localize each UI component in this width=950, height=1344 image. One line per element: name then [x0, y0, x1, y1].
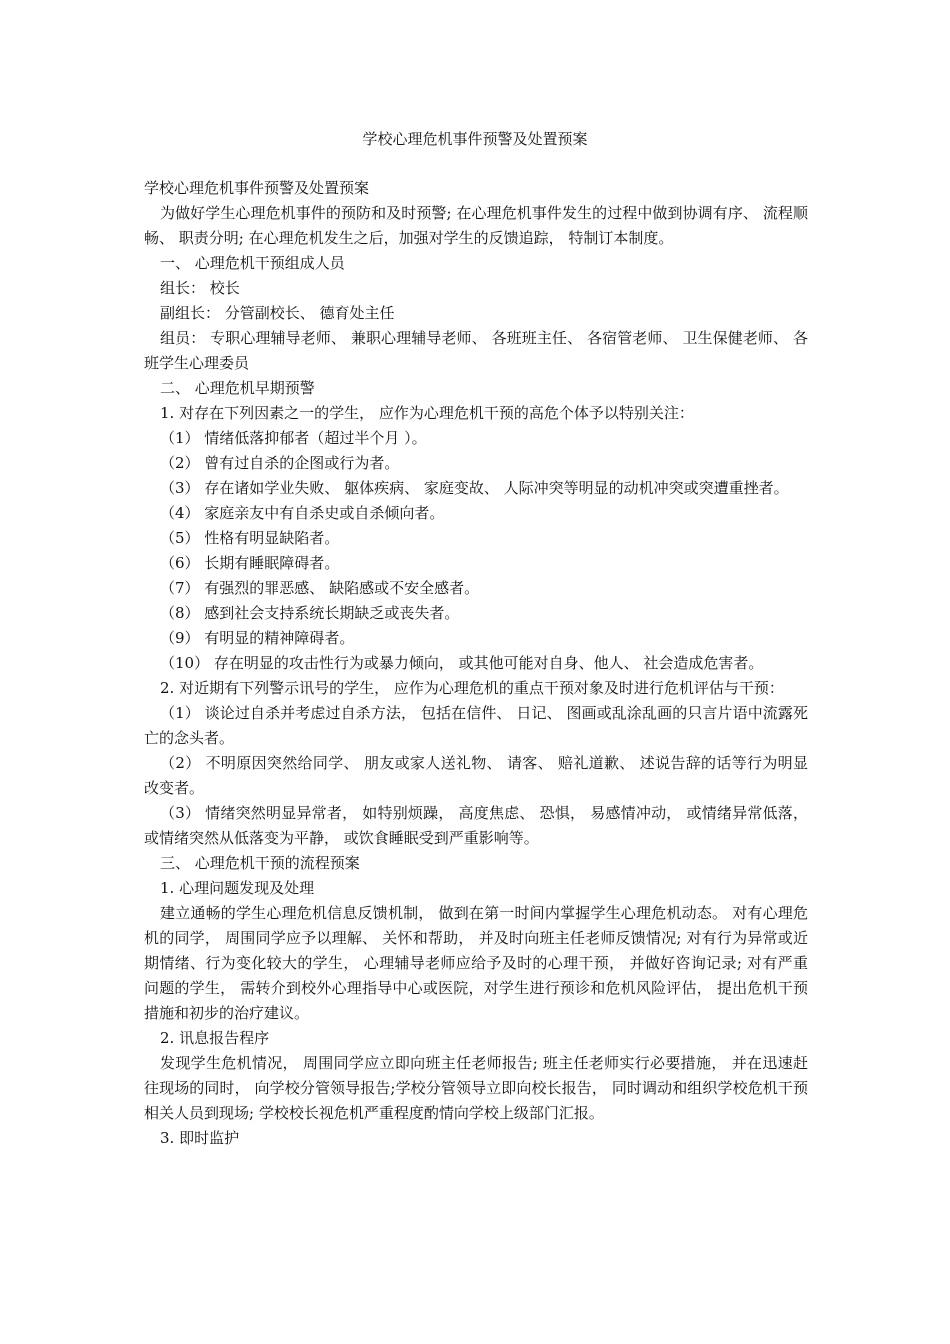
- paragraph: 学校心理危机事件预警及处置预案: [144, 179, 370, 197]
- paragraph: 发现学生危机情况， 周围同学应立即向班主任老师报告; 班主任老师实行必要措施， 并在迅速赶往现场的同时， 向学校分管领导报告;学校分管领导立即向校长报告， 同时调动和组织学校危机干预相关人员到现场; 学校校长视危机严重程度酌情向学校上级部门汇报。: [144, 1054, 808, 1122]
- list-item: （9） 有明显的精神障碍者。: [160, 629, 355, 647]
- subsection-heading: 2. 讯息报告程序: [160, 1029, 270, 1047]
- list-item: （3） 情绪突然明显异常者， 如特别烦躁， 高度焦虑、 恐惧， 易感情冲动， 或情绪异常低落， 或情绪突然从低落变为平静， 或饮食睡眠受到严重影响等。: [144, 804, 808, 847]
- list-item: （8） 感到社会支持系统长期缺乏或丧失者。: [160, 604, 460, 622]
- document-title: 学校心理危机事件预警及处置预案: [362, 130, 588, 148]
- list-item: （1） 谈论过自杀并考虑过自杀方法， 包括在信件、 日记、 图画或乱涂乱画的只言片语中流露死亡的念头者。: [144, 704, 808, 747]
- document-body: [144, 176, 808, 1151]
- section-heading: 二、 心理危机早期预警: [160, 379, 315, 397]
- subsection-heading: 3. 即时监护: [160, 1129, 240, 1147]
- list-item: （3） 存在诸如学业失败、 躯体疾病、 家庭变故、 人际冲突等明显的动机冲突或突遭重挫者。: [160, 479, 789, 497]
- paragraph: 1. 对存在下列因素之一的学生， 应作为心理危机干预的高危个体予以特别关注：: [160, 404, 694, 422]
- section-heading: 一、 心理危机干预组成人员: [160, 254, 345, 272]
- paragraph: 组长： 校长: [160, 279, 240, 297]
- list-item: （1） 情绪低落抑郁者（超过半个月 ）。: [160, 429, 427, 447]
- list-item: （5） 性格有明显缺陷者。: [160, 529, 340, 547]
- subsection-heading: 1. 心理问题发现及处理: [160, 879, 315, 897]
- list-item: （10） 存在明显的攻击性行为或暴力倾向， 或其他可能对自身、他人、 社会造成危害者。: [160, 654, 764, 672]
- list-item: （2） 曾有过自杀的企图或行为者。: [160, 454, 400, 472]
- list-item: （4） 家庭亲友中有自杀史或自杀倾向者。: [160, 504, 445, 522]
- list-item: （6） 长期有睡眠障碍者。: [160, 554, 340, 572]
- list-item: （2） 不明原因突然给同学、 朋友或家人送礼物、 请客、 赔礼道歉、 述说告辞的话等行为明显改变者。: [144, 754, 808, 797]
- paragraph: 副组长： 分管副校长、 德育处主任: [160, 304, 395, 322]
- list-item: （7） 有强烈的罪恶感、 缺陷感或不安全感者。: [160, 579, 480, 597]
- paragraph: 2. 对近期有下列警示讯号的学生， 应作为心理危机的重点干预对象及时进行危机评估与干预：: [160, 679, 784, 697]
- section-heading: 三、 心理危机干预的流程预案: [160, 854, 360, 872]
- paragraph: 组员： 专职心理辅导老师、 兼职心理辅导老师、 各班班主任、 各宿管老师、 卫生保健老师、 各班学生心理委员: [144, 329, 808, 372]
- paragraph: 为做好学生心理危机事件的预防和及时预警; 在心理危机事件发生的过程中做到协调有序、 流程顺畅、 职责分明; 在心理危机发生之后，加强对学生的反馈追踪， 特制订本制度。: [144, 204, 808, 247]
- paragraph: 建立通畅的学生心理危机信息反馈机制， 做到在第一时间内掌握学生心理危机动态。 对有心理危机的同学， 周围同学应予以理解、 关怀和帮助， 并及时向班主任老师反馈情况; 对有行为异常或近期情绪、行为变化较大的学生， 心理辅导老师应给予及时的心理干预， 并做好咨询记录; 对有严重问题的学生， 需转介到校外心理指导中心或医院，对学生进行预诊和危机风险评估， 提出危机干预措施和初步的治疗建议。: [144, 904, 808, 1022]
